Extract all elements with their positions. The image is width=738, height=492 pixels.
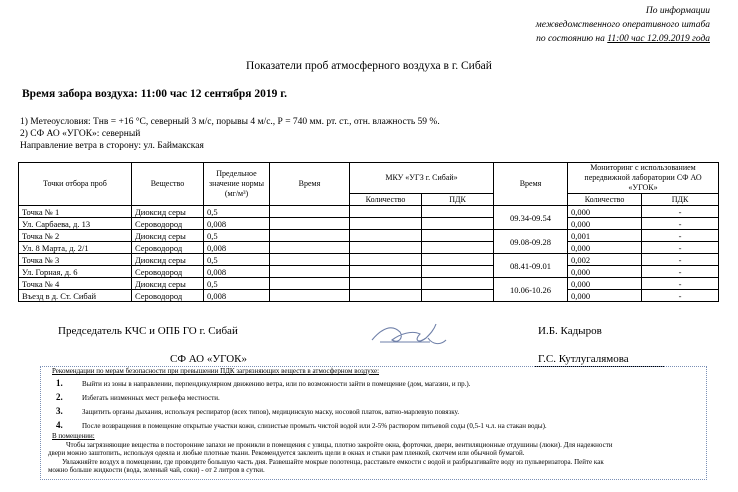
- substance-cell: Сероводород: [132, 290, 204, 302]
- mku-pdk-cell: [422, 230, 494, 242]
- signature-title-kchs: Председатель КЧС и ОПБ ГО г. Сибай: [58, 325, 238, 337]
- mku-qty-cell: [350, 290, 422, 302]
- conditions-block: [20, 116, 440, 152]
- header-pdk: ПДК: [422, 194, 494, 206]
- sampling-time: Время забора воздуха: 11:00 час 12 сентября 2019 г.: [22, 88, 288, 100]
- lab-pdk-cell: -: [642, 278, 719, 290]
- point-name: Точка № 1: [19, 206, 132, 218]
- point-address: Въезд в д. Ст. Сибай: [19, 290, 132, 302]
- time-cell: [270, 266, 350, 278]
- mku-qty-cell: [350, 278, 422, 290]
- point-name: Точка № 2: [19, 230, 132, 242]
- header-substance: Вещество: [132, 163, 204, 206]
- wind-ugok: 2) СФ АО «УГОК»: северный: [20, 129, 141, 139]
- mku-qty-cell: [350, 206, 422, 218]
- mku-pdk-cell: [422, 290, 494, 302]
- limit-cell: 0,008: [204, 266, 270, 278]
- limit-cell: 0,5: [204, 254, 270, 266]
- limit-cell: 0,008: [204, 218, 270, 230]
- mku-qty-cell: [350, 230, 422, 242]
- substance-cell: Сероводород: [132, 266, 204, 278]
- rec-item-1: Выйти из зоны в направлении, перпендикулярном движению ветра, или по возможности зайти в помещение (дом, магазин, и пр.).: [82, 380, 471, 388]
- mku-pdk-cell: [422, 254, 494, 266]
- premises-para-1a: Чтобы загрязняющие вещества в посторонние запахи не проникли в помещения с улицы, плотно закройте окна, форточки, двери, вентиляционные отдушины (люки). Для надежности: [66, 441, 613, 449]
- time-cell: [270, 278, 350, 290]
- lab-qty-cell: 0,000: [568, 218, 642, 230]
- substance-cell: Сероводород: [132, 218, 204, 230]
- header-lab: Мониторинг с использованием передвижной лаборатории СФ АО «УГОК»: [568, 163, 719, 194]
- wind-direction: Направление ветра в сторону: ул. Баймакская: [20, 141, 204, 151]
- lab-qty-cell: 0,000: [568, 266, 642, 278]
- recommendations-heading: Рекомендации по мерам безопасности при превышении ПДК загрязняющих веществ в атмосферном воздухе:: [52, 367, 380, 375]
- samples-table-body: [19, 206, 719, 302]
- header-pdk-2: ПДК: [642, 194, 719, 206]
- limit-cell: 0,008: [204, 242, 270, 254]
- table-row: [19, 278, 719, 290]
- premises-para-2a: Увлажняйте воздух в помещении, где проводите большую часть дня. Развешайте мокрые полотенца, расставьте емкости с водой и разбрызгивайте воду из пульверизатора. Пейте как: [62, 458, 604, 466]
- header-point: Точки отбора проб: [19, 163, 132, 206]
- substance-cell: Диоксид серы: [132, 254, 204, 266]
- lab-time-cell: 08.41-09.01: [494, 254, 568, 278]
- time-cell: [270, 254, 350, 266]
- lab-pdk-cell: -: [642, 254, 719, 266]
- weather-conditions: 1) Метеоусловия: Тнв = +16 °С, северный 3 м/с, порывы 4 м/с., Р = 740 мм. рт. ст., отн. влажность 59 %.: [20, 117, 440, 127]
- lab-qty-cell: 0,000: [568, 290, 642, 302]
- rec-num-4: 4.: [56, 420, 63, 430]
- header-mku: МКУ «УГЗ г. Сибай»: [350, 163, 494, 194]
- samples-table: [18, 162, 719, 302]
- table-row: [19, 230, 719, 242]
- substance-cell: Диоксид серы: [132, 230, 204, 242]
- premises-para-1b: двери можно заштопить, используя одеяла и любые плотные ткани. Рекомендуется заклеить щели в окнах и стыки рам пленкой, скотчем или обычной бумагой.: [48, 449, 525, 457]
- table-row: [19, 254, 719, 266]
- lab-qty-cell: 0,000: [568, 278, 642, 290]
- mku-pdk-cell: [422, 266, 494, 278]
- time-cell: [270, 290, 350, 302]
- table-row: [19, 218, 719, 230]
- premises-para-2b: можно больше жидкости (вода, зеленый чай, соки) - от 2 литров в сутки.: [48, 466, 265, 474]
- point-address: Ул. Горная, д. 6: [19, 266, 132, 278]
- premises-heading: В помещении:: [52, 432, 95, 440]
- substance-cell: Диоксид серы: [132, 278, 204, 290]
- point-name: Точка № 3: [19, 254, 132, 266]
- mku-qty-cell: [350, 266, 422, 278]
- table-row: [19, 290, 719, 302]
- time-cell: [270, 230, 350, 242]
- lab-pdk-cell: -: [642, 218, 719, 230]
- rec-num-3: 3.: [56, 406, 63, 416]
- header-limit: Предельное значение нормы (мг/м³): [204, 163, 270, 206]
- time-cell: [270, 242, 350, 254]
- limit-cell: 0,5: [204, 206, 270, 218]
- header-time-2: Время: [494, 163, 568, 206]
- table-row: [19, 206, 719, 218]
- lab-pdk-cell: -: [642, 266, 719, 278]
- rec-num-2: 2.: [56, 392, 63, 402]
- mku-pdk-cell: [422, 242, 494, 254]
- rec-item-4: После возвращения в помещение открытые участки кожи, слизистые промыть чистой водой или 2-5% раствором питьевой соды (0,5-1 ч.л. на стакан воды).: [82, 422, 547, 430]
- point-address: Ул. Сарбаева, д. 13: [19, 218, 132, 230]
- mku-pdk-cell: [422, 218, 494, 230]
- lab-qty-cell: 0,002: [568, 254, 642, 266]
- signature-title-ugok: СФ АО «УГОК»: [170, 353, 248, 365]
- time-cell: [270, 218, 350, 230]
- header-time: Время: [270, 163, 350, 206]
- lab-time-cell: 10.06-10.26: [494, 278, 568, 302]
- lab-pdk-cell: -: [642, 230, 719, 242]
- signature-name-kutlugalyamova: Г.С. Кутлугалямова: [538, 353, 629, 365]
- header-line-2: межведомственного оперативного штаба: [535, 20, 710, 30]
- mku-pdk-cell: [422, 206, 494, 218]
- lab-qty-cell: 0,001: [568, 230, 642, 242]
- header-qty-2: Количество: [568, 194, 642, 206]
- lab-qty-cell: 0,000: [568, 242, 642, 254]
- info-header: [536, 4, 710, 46]
- rec-item-2: Избегать низменных мест рельефа местности.: [82, 394, 220, 402]
- lab-qty-cell: 0,000: [568, 206, 642, 218]
- header-line-1: По информации: [645, 6, 710, 16]
- mku-pdk-cell: [422, 278, 494, 290]
- document-title: Показатели проб атмосферного воздуха в г. Сибай: [246, 60, 492, 72]
- substance-cell: Сероводород: [132, 242, 204, 254]
- limit-cell: 0,5: [204, 230, 270, 242]
- table-row: [19, 242, 719, 254]
- lab-time-cell: 09.34-09.54: [494, 206, 568, 230]
- lab-pdk-cell: -: [642, 206, 719, 218]
- substance-cell: Диоксид серы: [132, 206, 204, 218]
- rec-num-1: 1.: [56, 378, 63, 388]
- lab-pdk-cell: -: [642, 242, 719, 254]
- limit-cell: 0,008: [204, 290, 270, 302]
- mku-qty-cell: [350, 254, 422, 266]
- mku-qty-cell: [350, 242, 422, 254]
- lab-time-cell: 09.08-09.28: [494, 230, 568, 254]
- time-cell: [270, 206, 350, 218]
- header-qty: Количество: [350, 194, 422, 206]
- point-address: Ул. 8 Марта, д. 2/1: [19, 242, 132, 254]
- table-row: [19, 266, 719, 278]
- handwritten-signature: [370, 318, 450, 354]
- point-name: Точка № 4: [19, 278, 132, 290]
- lab-pdk-cell: -: [642, 290, 719, 302]
- limit-cell: 0,5: [204, 278, 270, 290]
- header-line-3: по состоянию на 11:00 час 12.09.2019 года: [536, 34, 710, 44]
- header-date: 11:00 час 12.09.2019 года: [607, 34, 710, 44]
- mku-qty-cell: [350, 218, 422, 230]
- signature-name-kadyrov: И.Б. Кадыров: [538, 325, 602, 337]
- rec-item-3: Защитить органы дыхания, используя респиратор (всех типов), медицинскую маску, носовой платок, ватно-марлевую повязку.: [82, 408, 460, 416]
